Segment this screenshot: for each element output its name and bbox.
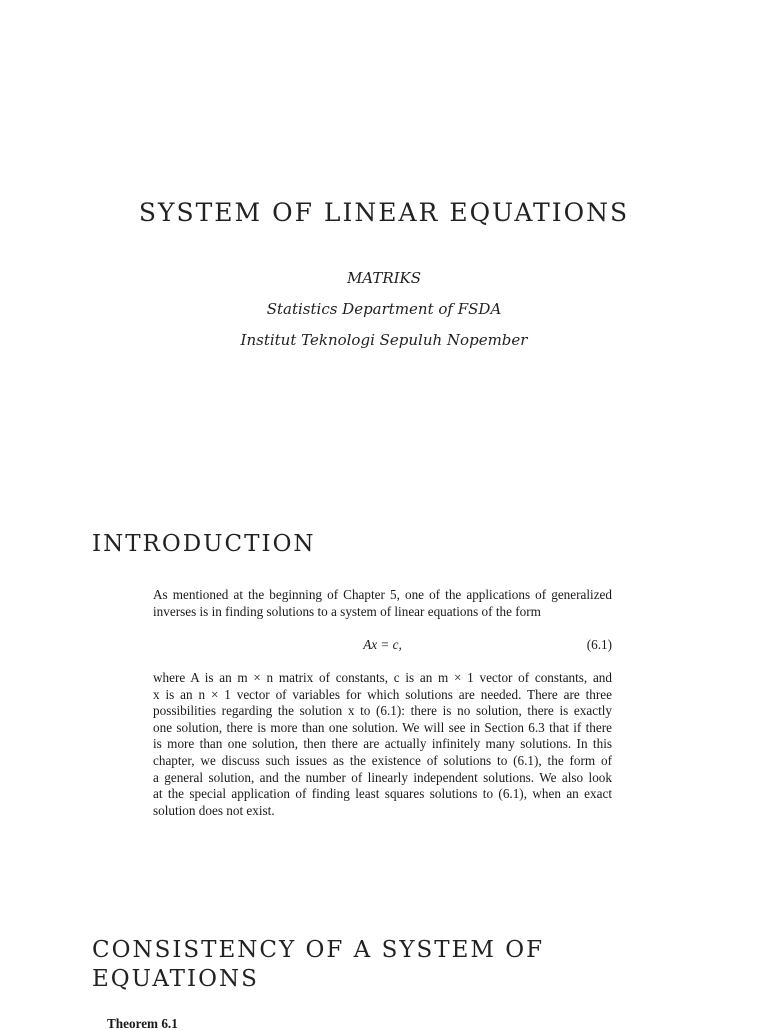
paragraph-line: solution does not exist. — [153, 802, 275, 818]
theorem-label: Theorem 6.1 — [107, 1016, 178, 1030]
paragraph-line: a general solution, and the number of linearly independent solutions. We also look — [153, 769, 612, 785]
paragraph-line: is more than one solution, then there are actually infinitely many solutions. In this — [153, 736, 612, 752]
author-course: MATRIKS — [346, 269, 422, 287]
paragraph-line: As mentioned at the beginning of Chapter 5, one of the applications of generalized — [153, 587, 612, 602]
section-heading-consistency: CONSISTENCY OF A SYSTEM OF EQUATIONS — [92, 937, 545, 992]
equation-row — [153, 637, 612, 655]
paragraph-line: inverses is in finding solutions to a system of linear equations of the form — [153, 603, 541, 619]
equation-number: (6.1) — [586, 637, 612, 652]
paragraph-line: chapter, we discuss such issues as the existence of solutions to (6.1), the form of — [153, 752, 612, 768]
author-block — [0, 263, 768, 356]
paragraph-line: one solution, there is more than one solution. We will see in Section 6.3 that if there — [153, 719, 612, 735]
paragraph-line: x is an n × 1 vector of variables for which solutions are needed. There are three — [153, 686, 612, 702]
document-title: SYSTEM OF LINEAR EQUATIONS — [138, 198, 630, 227]
author-department: Statistics Department of FSDA — [266, 300, 502, 318]
author-institution: Institut Teknologi Sepuluh Nopember — [240, 331, 528, 349]
paragraph-line: where A is an m × n matrix of constants, c is an m × 1 vector of constants, and — [153, 670, 612, 685]
paragraph-line: at the special application of finding least squares solutions to (6.1), when an exact — [153, 786, 612, 802]
equation: Ax = c, — [363, 637, 402, 652]
section-heading-introduction: INTRODUCTION — [92, 531, 316, 557]
body-paragraph — [153, 670, 612, 819]
paragraph-line: possibilities regarding the solution x to (6.1): there is no solution, there is exactly — [153, 703, 612, 719]
intro-paragraph — [153, 587, 612, 620]
